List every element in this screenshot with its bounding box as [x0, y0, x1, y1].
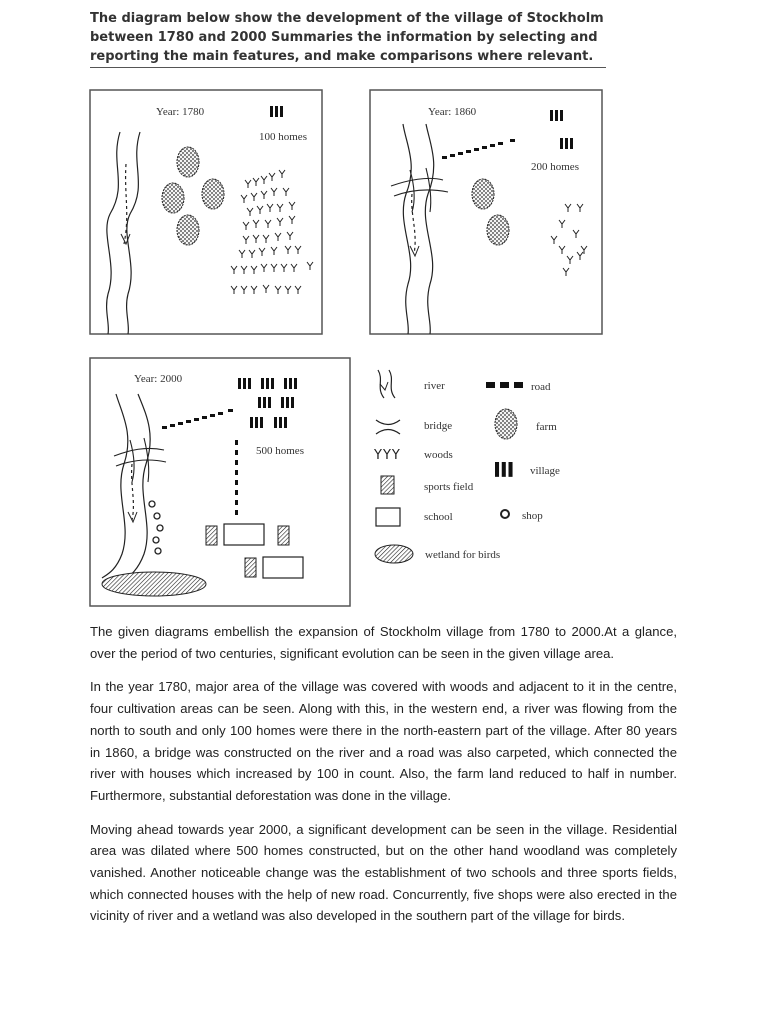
map-1860-year: Year: 1860	[428, 106, 477, 118]
map-1780	[90, 90, 322, 334]
task-prompt: The diagram below show the development of the village of Stockholm between 1780 and 2000 Summaries the information by selecting and reporting the main features, and make comparisons where relevant.	[90, 11, 604, 64]
essay	[90, 621, 677, 939]
map-1860-village-icon-2	[560, 138, 573, 149]
legend-shop: shop	[522, 510, 543, 522]
legend-woods: woods	[424, 449, 453, 461]
legend-farm-icon	[495, 409, 517, 439]
legend-river: river	[424, 380, 445, 392]
divider	[90, 67, 606, 68]
map-1860	[370, 90, 602, 334]
legend-wetland: wetland for birds	[425, 549, 501, 561]
legend-shop-icon	[501, 510, 509, 518]
legend-village-icon	[495, 462, 513, 477]
legend-village: village	[530, 465, 560, 477]
map-1780-village-icon	[270, 106, 283, 117]
legend	[373, 370, 560, 563]
map-2000-wetland	[102, 572, 206, 596]
legend-road-icon	[486, 382, 523, 388]
village-maps-figure	[88, 84, 610, 610]
legend-school: school	[424, 511, 453, 523]
map-1860-homes: 200 homes	[531, 161, 579, 173]
legend-farm: farm	[536, 421, 557, 433]
map-2000	[90, 358, 350, 606]
legend-river-icon	[378, 370, 395, 398]
legend-road: road	[531, 381, 551, 393]
essay-paragraph-1: The given diagrams embellish the expansion of Stockholm village from 1780 to 2000.At a glance, over the period of two centuries, significant evolution can be seen in the given village area.	[90, 624, 677, 661]
legend-sports-field-icon	[381, 476, 394, 494]
legend-school-icon	[376, 508, 400, 526]
map-1780-homes: 100 homes	[259, 131, 307, 143]
legend-woods-icon: YYY	[374, 448, 401, 463]
legend-bridge-icon	[376, 420, 400, 434]
map-1780-year: Year: 1780	[156, 106, 205, 118]
legend-wetland-icon	[375, 545, 413, 563]
map-2000-year: Year: 2000	[134, 373, 183, 385]
legend-bridge: bridge	[424, 420, 453, 432]
legend-sports-field: sports field	[424, 481, 474, 493]
map-1860-village-icon-1	[550, 110, 563, 121]
map-2000-homes: 500 homes	[256, 445, 304, 457]
essay-paragraph-2: In the year 1780, major area of the village was covered with woods and adjacent to it in the centre, four cultivation areas can be seen. Along with this, in the western end, a river was flowing from the north to south and only 100 homes were there in the north-eastern part of the village. After 80 years in 1860, a bridge was constructed on the river and a road was also carpeted, which connected the river with houses which increased by 100 in count. Also, the farm land reduced to half in number. Furthermore, substantial deforestation was done in the village.	[90, 679, 677, 803]
essay-paragraph-3: Moving ahead towards year 2000, a significant development can be seen in the village. Residential area was dilated where 500 homes constructed, but on the other hand woodland was completely vanished. Another noticeable change was the establishment of two schools and three sports fields, which connected houses with the help of new road. Concurrently, five shops were also erected in the vicinity of river and a wetland was also developed in the southern part of the village for birds.	[90, 821, 677, 924]
